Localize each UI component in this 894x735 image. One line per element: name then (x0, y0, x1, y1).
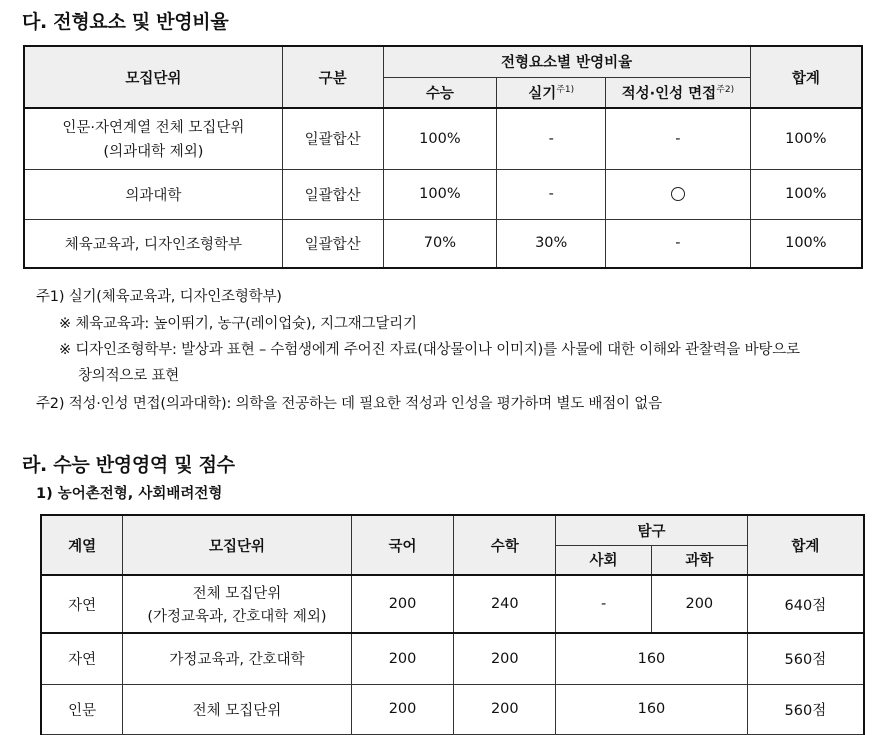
cell-total: 560점 (747, 633, 864, 684)
cell-interview: - (606, 219, 751, 268)
cell-total: 100% (750, 219, 862, 268)
cell-science: 200 (651, 575, 747, 633)
cell-math: 200 (454, 633, 556, 684)
cell-unit: 체육교육과, 디자인조형학부 (24, 219, 282, 268)
cell-silgi: - (497, 169, 606, 219)
cell-math: 200 (454, 684, 556, 734)
cell-unit: 인문·자연계열 전체 모집단위 (의과대학 제외) (24, 108, 282, 169)
footnote-1-pe: ※ 체육교육과: 높이뛰기, 농구(레이업슛), 지그재그달리기 (59, 316, 417, 332)
cell-unit: 전체 모집단위 (123, 684, 351, 734)
header-interview: 적성·인성 면접$^{주2)}$ (606, 77, 751, 108)
table-row (24, 108, 862, 169)
cell-unit: 전체 모집단위 (가정교육과, 간호대학 제외) (123, 575, 351, 633)
cell-korean: 200 (351, 575, 454, 633)
cell-suneung: 100% (383, 169, 497, 219)
header-silgi: 실기$^{주1)}$ (497, 77, 606, 108)
cell-math: 240 (454, 575, 556, 633)
cell-total: 560점 (747, 684, 864, 734)
section-title-suneung-scores: 라. 수능 반영영역 및 점수 (22, 454, 235, 476)
table-row (41, 684, 864, 734)
header-total: 합계 (750, 46, 862, 108)
footnote-1-design-cont: 창의적으로 표현 (78, 368, 180, 384)
header-total: 합계 (747, 515, 864, 575)
header-math: 수학 (454, 515, 556, 575)
cell-type: 일괄합산 (282, 219, 383, 268)
silgi-footnote-mark: 주1) (556, 84, 575, 95)
cell-inquiry: 160 (556, 633, 748, 684)
cell-type: 일괄합산 (282, 108, 383, 169)
cell-social: - (556, 575, 652, 633)
section-title-admission-elements: 다. 전형요소 및 반영비율 (22, 11, 229, 33)
header-unit: 모집단위 (24, 46, 282, 108)
table-row (41, 633, 864, 684)
header-ratio-group: 전형요소별 반영비율 (383, 46, 750, 77)
header-social: 사회 (556, 545, 652, 575)
cell-interview (606, 169, 751, 219)
cell-unit: 가정교육과, 간호대학 (123, 633, 351, 684)
header-science: 과학 (651, 545, 747, 575)
table-row (24, 169, 862, 219)
cell-suneung: 100% (383, 108, 497, 169)
table-row (41, 575, 864, 633)
header-type: 구분 (282, 46, 383, 108)
header-field: 계열 (41, 515, 123, 575)
cell-type: 일괄합산 (282, 169, 383, 219)
table-row (24, 219, 862, 268)
cell-inquiry: 160 (556, 684, 748, 734)
subsection-title: 1) 농어촌전형, 사회배려전형 (36, 486, 223, 502)
cell-korean: 200 (351, 633, 454, 684)
suneung-score-table (40, 514, 865, 735)
header-unit: 모집단위 (123, 515, 351, 575)
cell-total: 640점 (747, 575, 864, 633)
header-korean: 국어 (351, 515, 454, 575)
cell-total: 100% (750, 169, 862, 219)
cell-unit: 의과대학 (24, 169, 282, 219)
cell-silgi: 30% (497, 219, 606, 268)
cell-total: 100% (750, 108, 862, 169)
header-inquiry: 탐구 (556, 515, 748, 545)
footnote-2: 주2) 적성·인성 면접(의과대학): 의학을 전공하는 데 필요한 적성과 인성을 평가하며 별도 배점이 없음 (36, 396, 662, 412)
footnote-1: 주1) 실기(체육교육과, 디자인조형학부) (36, 289, 282, 305)
cell-silgi: - (497, 108, 606, 169)
interview-footnote-mark: 주2) (716, 84, 735, 95)
cell-field: 자연 (41, 575, 123, 633)
cell-korean: 200 (351, 684, 454, 734)
cell-suneung: 70% (383, 219, 497, 268)
circle-mark-icon (671, 187, 685, 201)
footnote-1-design: ※ 디자인조형학부: 발상과 표현 – 수험생에게 주어진 자료(대상물이나 이미지)를 사물에 대한 이해와 관찰력을 바탕으로 (59, 342, 800, 358)
header-suneung: 수능 (383, 77, 497, 108)
cell-field: 인문 (41, 684, 123, 734)
cell-field: 자연 (41, 633, 123, 684)
admission-ratio-table (23, 45, 863, 269)
cell-interview: - (606, 108, 751, 169)
